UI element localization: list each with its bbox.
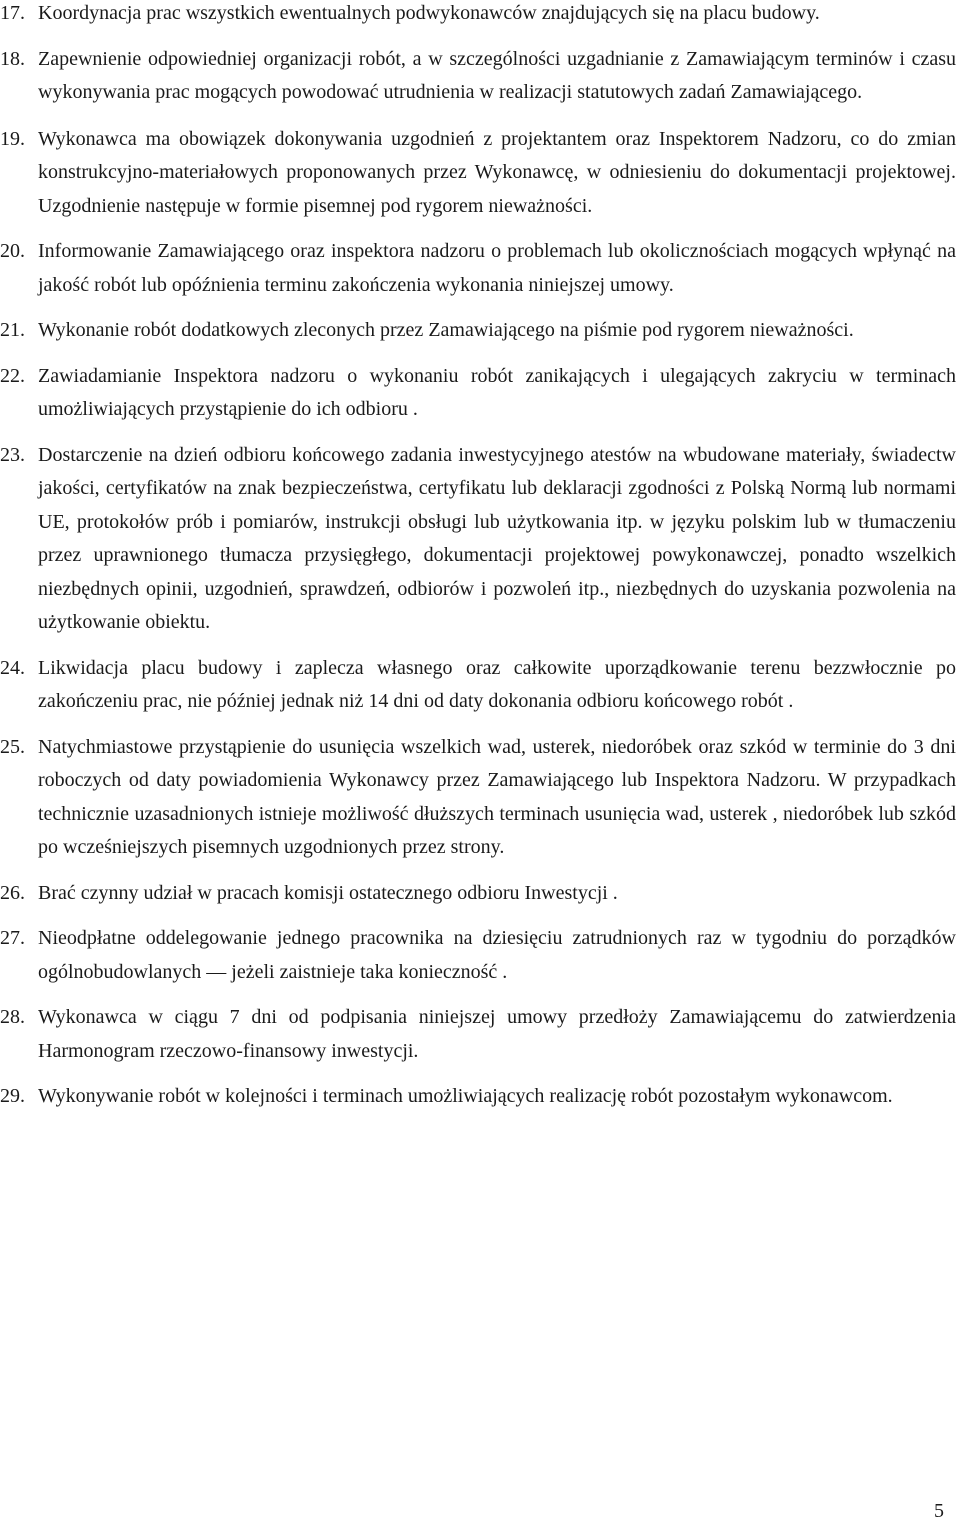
list-item-number: 21. bbox=[0, 319, 25, 341]
list-item-text: Wykonawca w ciągu 7 dni od podpisania niniejszej umowy przedłoży Zamawiającemu do zatwierdzenia Harmonogram rzeczowo-finansowy inwestycji. bbox=[38, 1006, 956, 1062]
list-item-number: 25. bbox=[0, 735, 25, 758]
list-item-number: 24. bbox=[0, 656, 25, 679]
list-item bbox=[0, 43, 956, 110]
list-item-text: Nieodpłatne oddelegowanie jednego pracownika na dziesięciu zatrudnionych raz w tygodniu do porządków ogólnobudowlanych — jeżeli zaistnieje taka konieczność . bbox=[38, 927, 956, 983]
list-item-text: Wykonywanie robót w kolejności i terminach umożliwiających realizację robót pozostałym wykonawcom. bbox=[38, 1085, 893, 1107]
list-item-number: 28. bbox=[0, 1006, 25, 1028]
list-item bbox=[0, 652, 956, 719]
list-item-number: 27. bbox=[0, 927, 25, 949]
list-item-number: 23. bbox=[0, 443, 25, 466]
list-item bbox=[0, 0, 956, 31]
list-item-number: 19. bbox=[0, 127, 25, 150]
list-item bbox=[0, 235, 956, 302]
list-item-number: 17. bbox=[0, 2, 25, 24]
page-number: 5 bbox=[934, 1500, 944, 1522]
list-item-text: Koordynacja prac wszystkich ewentualnych podwykonawców znajdujących się na placu budowy. bbox=[38, 2, 820, 24]
list-item-number: 18. bbox=[0, 47, 25, 70]
list-item bbox=[0, 877, 956, 911]
list-item bbox=[0, 439, 956, 640]
list-item-number: 29. bbox=[0, 1085, 25, 1107]
list-item bbox=[0, 123, 956, 224]
list-item bbox=[0, 731, 956, 865]
list-item-text: Wykonanie robót dodatkowych zleconych przez Zamawiającego na piśmie pod rygorem nieważności. bbox=[38, 319, 854, 341]
list-item bbox=[0, 1001, 956, 1068]
list-item-text: Zawiadamianie Inspektora nadzoru o wykonaniu robót zanikających i ulegających zakryciu w terminach umożliwiających przystąpienie do ich odbioru . bbox=[38, 364, 956, 420]
list-item-number: 22. bbox=[0, 364, 25, 387]
list-item-number: 26. bbox=[0, 881, 25, 904]
list-item-text: Likwidacja placu budowy i zaplecza własnego oraz całkowite uporządkowanie terenu bezzwłocznie po zakończeniu prac, nie później jednak niż 14 dni od daty dokonania odbioru końcowego robót . bbox=[38, 656, 956, 712]
list-item-text: Wykonawca ma obowiązek dokonywania uzgodnień z projektantem oraz Inspektorem Nadzoru, co do zmian konstrukcyjno-materiałowych proponowanych przez Wykonawcę, w odniesieniu do dokumentacji projektowej. Uzgodnienie następuje w formie pisemnej pod rygorem nieważności. bbox=[38, 127, 956, 217]
list-item-text: Dostarczenie na dzień odbioru końcowego zadania inwestycyjnego atestów na wbudowane materiały, świadectw jakości, certyfikatów na znak bezpieczeństwa, certyfikatu lub deklaracji zgodności z Polską Normą lub normami UE, protokołów prób i pomiarów, instrukcji obsługi lub użytkowania itp. w języku polskim lub w tłumaczeniu przez uprawnionego tłumacza przysięgłego, dokumentacji projektowej powykonawczej, ponadto wszelkich niezbędnych opinii, uzgodnień, sprawdzeń, odbiorów i pozwoleń itp., niezbędnych do uzyskania pozwolenia na użytkowanie obiektu. bbox=[38, 443, 956, 633]
list-item bbox=[0, 922, 956, 989]
list-item bbox=[0, 360, 956, 427]
list-item bbox=[0, 1080, 956, 1114]
list-item-number: 20. bbox=[0, 240, 25, 262]
list-item-text: Brać czynny udział w pracach komisji ostatecznego odbioru Inwestycji . bbox=[38, 881, 618, 904]
list-item-text: Informowanie Zamawiającego oraz inspektora nadzoru o problemach lub okolicznościach mogących wpłynąć na jakość robót lub opóźnienia terminu zakończenia wykonania niniejszej umowy. bbox=[38, 240, 956, 296]
list-item bbox=[0, 314, 956, 348]
list-item-text: Natychmiastowe przystąpienie do usunięcia wszelkich wad, usterek, niedoróbek oraz szkód w terminie do 3 dni roboczych od daty powiadomienia Wykonawcy przez Zamawiającego lub Inspektora Nadzoru. W przypadkach technicznie uzasadnionych istnieje możliwość dłuższych terminach usunięcia wad, usterek , niedoróbek lub szkód po wcześniejszych pisemnych uzgodnionych przez strony. bbox=[38, 735, 956, 858]
list-item-text: Zapewnienie odpowiedniej organizacji robót, a w szczególności uzgadnianie z Zamawiającym terminów i czasu wykonywania prac mogących powodować utrudnienia w realizacji statutowych zadań Zamawiającego. bbox=[38, 47, 956, 103]
